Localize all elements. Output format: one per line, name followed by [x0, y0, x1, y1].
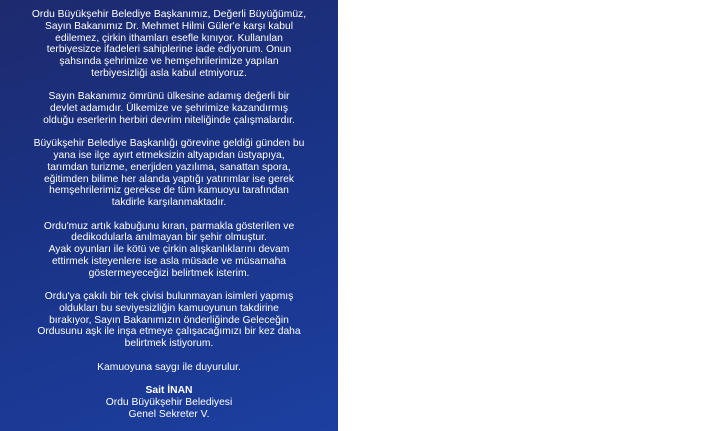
signature-name: Sait İNAN — [145, 385, 193, 396]
statement-line: Ordu'ya çakılı bir tek çivisi bulunmayan isimleri yapmış — [44, 291, 294, 302]
statement-paragraph — [0, 138, 338, 209]
statement-line: olduğu eserlerin herbiri devrim niteliğinde çalışmalardır. — [43, 114, 295, 126]
statement-line: Ordusunu aşk ile inşa etmeye çalışacağımızı bir kez daha — [37, 326, 301, 338]
statement-line: belirtmek istiyorum. — [124, 338, 214, 349]
statement-line: terbiyesizliği asla kabul etmiyoruz. — [91, 67, 247, 79]
statement-line: edilemez, çirkin ithamları esefle kınıyor. Kullanılan — [55, 32, 283, 44]
statement-line: yana ise ilçe ayırt etmeksizin altyapıdan üstyapıya, — [53, 150, 285, 161]
statement-line: Ordu'muz artık kabuğunu kıran, parmakla gösterilen ve — [43, 220, 295, 232]
statement-line: ettirmek isteyenlere ise asla müsade ve müsamaha — [51, 255, 287, 267]
blank-area — [338, 0, 706, 431]
statement-line: Ordu Büyükşehir Belediye Başkanımız, Değerli Büyüğümüz, — [31, 9, 307, 20]
statement-paragraph — [0, 221, 338, 280]
statement-line: terbiyesizce ifadeleri sahiplerine iade ediyorum. Onun — [46, 44, 292, 56]
statement-line: şahsında şehrimize ve hemşehrilerimize yapılan — [59, 56, 279, 67]
statement-line: göstermeyeceğizi belirtmek isterim. — [88, 267, 250, 279]
statement-line: Kamuoyuna saygı ile duyurulur. — [97, 361, 241, 373]
statement-paragraph — [0, 91, 338, 126]
statement-line: Büyükşehir Belediye Başkanlığı görevine geldiği günden bu — [33, 138, 305, 150]
statement-paragraph — [0, 291, 338, 350]
statement-line: Sayın Bakanımız Dr. Mehmet Hilmi Güler'e karşı kabul — [44, 20, 294, 32]
signature-block — [0, 385, 338, 420]
statement-line: bırakıyor, Sayın Bakanımızın önderliğinde Geleceğin — [49, 314, 289, 326]
statement-panel — [0, 0, 338, 431]
statement-line: tarımdan turizme, enerjiden yazılıma, sanattan spora, — [47, 161, 291, 173]
statement-paragraph — [0, 362, 338, 374]
signature-organization: Ordu Büyükşehir Belediyesi — [105, 396, 233, 408]
statement-body — [0, 9, 338, 373]
statement-line: dedikodularla anılmayan bir şehir olmuştur. — [71, 232, 267, 244]
statement-line: eğitimden bilime her alanda yaptığı yatırımlar ise gerek — [43, 173, 295, 185]
signature-title: Genel Sekreter V. — [128, 408, 210, 420]
statement-paragraph — [0, 9, 338, 80]
statement-line: oldukları bu seviyesizliğin kamuoyunun takdirine — [59, 302, 279, 314]
statement-line: takdirle karşılanmaktadır. — [111, 197, 227, 208]
statement-line: devlet adamıdır. Ülkemize ve şehrimize kazandırmış — [49, 103, 289, 114]
statement-line: hemşehrilerimiz gerekse de tüm kamuoyu tarafından — [49, 185, 289, 197]
statement-line: Sayın Bakanımız ömrünü ülkesine adamış değerli bir — [48, 91, 290, 103]
statement-line: Ayak oyunları ile kötü ve çirkin alışkanlıklarını devam — [48, 244, 290, 255]
